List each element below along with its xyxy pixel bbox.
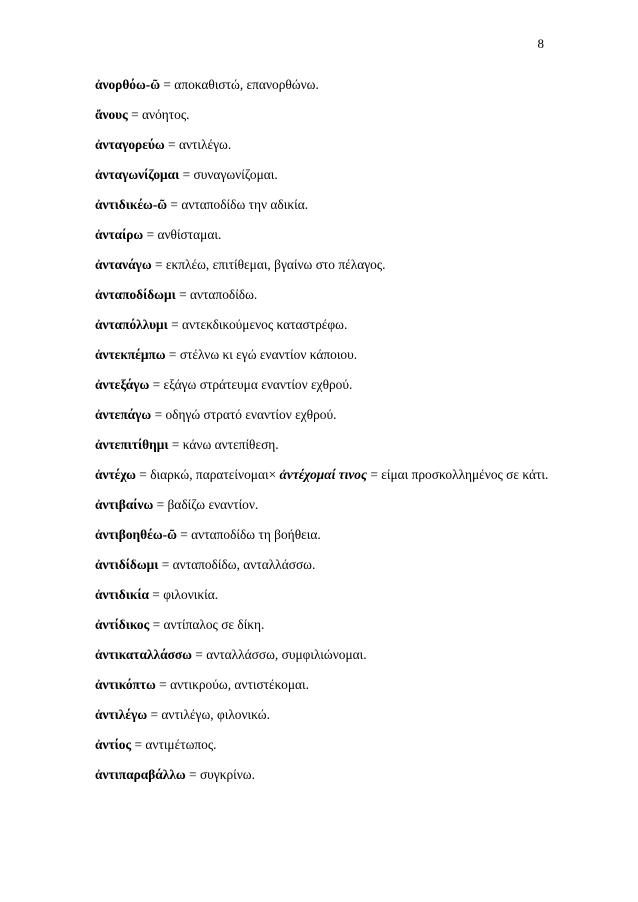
glossary-entry bbox=[95, 250, 555, 280]
entry-separator: = bbox=[366, 467, 382, 482]
entry-gloss: είμαι προσκολλημένος σε κάτι. bbox=[381, 467, 549, 482]
glossary-entry bbox=[95, 640, 555, 670]
entry-sub-lemma: ἀντέχομαί τινος bbox=[279, 467, 367, 482]
entry-separator: = bbox=[168, 437, 183, 452]
entry-separator: = bbox=[135, 467, 151, 482]
glossary-entry bbox=[95, 670, 555, 700]
glossary-entry bbox=[95, 520, 555, 550]
glossary-entry bbox=[95, 100, 555, 130]
entry-gloss: ανθίσταμαι. bbox=[157, 227, 222, 242]
entry-separator: = bbox=[191, 647, 207, 662]
entry-separator: = bbox=[148, 587, 164, 602]
entry-lemma: ἀνταγορεύω bbox=[95, 137, 165, 152]
entry-gloss: διαρκώ, παρατείνομαι× bbox=[150, 467, 280, 482]
entry-separator: = bbox=[175, 287, 190, 302]
entry-gloss: φιλονικία. bbox=[163, 587, 219, 602]
glossary-entry bbox=[95, 430, 555, 460]
entry-separator: = bbox=[164, 137, 179, 152]
glossary-entry bbox=[95, 310, 555, 340]
entry-gloss: αντιλέγω. bbox=[178, 137, 232, 152]
glossary-entry bbox=[95, 490, 555, 520]
entry-gloss: εξάγω στράτευμα εναντίον εχθρού. bbox=[163, 377, 353, 392]
entry-gloss: βαδίζω εναντίον. bbox=[167, 497, 259, 512]
entry-separator: = bbox=[149, 617, 164, 632]
glossary-entry bbox=[95, 760, 555, 790]
entry-separator: = bbox=[151, 407, 166, 422]
entry-gloss: κάνω αντεπίθεση. bbox=[182, 437, 279, 452]
entry-lemma: ἀντιδίδωμι bbox=[95, 557, 159, 572]
entry-lemma: ἀνταίρω bbox=[95, 227, 144, 242]
entry-lemma: ἀντεκπέμπω bbox=[95, 347, 166, 362]
entry-separator: = bbox=[179, 167, 194, 182]
entry-lemma: ἀντιβοηθέω-ῶ bbox=[95, 527, 177, 542]
entry-separator: = bbox=[151, 257, 166, 272]
entry-lemma: ἀντιλέγω bbox=[95, 707, 148, 722]
glossary-entry bbox=[95, 190, 555, 220]
glossary-entry bbox=[95, 580, 555, 610]
entry-separator: = bbox=[167, 317, 183, 332]
glossary-list bbox=[95, 70, 555, 790]
entry-lemma: ἄνους bbox=[95, 107, 128, 122]
entry-separator: = bbox=[155, 677, 171, 692]
entry-gloss: ανταποδίδω τη βοήθεια. bbox=[191, 527, 321, 542]
entry-gloss: αντιμέτωπος. bbox=[145, 737, 217, 752]
entry-separator: = bbox=[153, 497, 168, 512]
entry-separator: = bbox=[131, 737, 146, 752]
glossary-entry bbox=[95, 70, 555, 100]
page-number: 8 bbox=[537, 36, 544, 51]
entry-separator: = bbox=[143, 227, 158, 242]
glossary-entry bbox=[95, 610, 555, 640]
entry-lemma: ἀντανάγω bbox=[95, 257, 152, 272]
entry-separator: = bbox=[160, 77, 175, 92]
entry-separator: = bbox=[149, 377, 164, 392]
glossary-entry bbox=[95, 550, 555, 580]
entry-lemma: ἀντέχω bbox=[95, 467, 136, 482]
entry-lemma: ἀνταγωνίζομαι bbox=[95, 167, 180, 182]
glossary-entry bbox=[95, 340, 555, 370]
entry-gloss: ανταποδίδω, ανταλλάσσω. bbox=[172, 557, 316, 572]
entry-lemma: ἀνταποδίδωμι bbox=[95, 287, 176, 302]
entry-gloss: ανταποδίδω. bbox=[189, 287, 258, 302]
glossary-entry bbox=[95, 460, 555, 490]
entry-lemma: ἀνορθόω-ῶ bbox=[95, 77, 161, 92]
entry-lemma: ἀντεπιτίθημι bbox=[95, 437, 169, 452]
entry-gloss: αντικρούω, αντιστέκομαι. bbox=[170, 677, 309, 692]
glossary-entry bbox=[95, 280, 555, 310]
entry-separator: = bbox=[147, 707, 162, 722]
glossary-entry bbox=[95, 400, 555, 430]
entry-gloss: ανταλλάσσω, συμφιλιώνομαι. bbox=[206, 647, 367, 662]
entry-gloss: ανόητος. bbox=[142, 107, 190, 122]
entry-lemma: ἀντικόπτω bbox=[95, 677, 156, 692]
entry-separator: = bbox=[176, 527, 192, 542]
entry-gloss: αντίπαλος σε δίκη. bbox=[163, 617, 265, 632]
glossary-entry bbox=[95, 130, 555, 160]
entry-lemma: ἀντιβαίνω bbox=[95, 497, 154, 512]
entry-lemma: ἀνταπόλλυμι bbox=[95, 317, 168, 332]
entry-gloss: στέλνω κι εγώ εναντίον κάποιου. bbox=[179, 347, 358, 362]
entry-gloss: αποκαθιστώ, επανορθώνω. bbox=[174, 77, 319, 92]
entry-gloss: οδηγώ στρατό εναντίον εχθρού. bbox=[165, 407, 337, 422]
glossary-entry bbox=[95, 220, 555, 250]
entry-lemma: ἀντεπάγω bbox=[95, 407, 152, 422]
entry-gloss: συναγωνίζομαι. bbox=[193, 167, 278, 182]
entry-gloss: αντιλέγω, φιλονικώ. bbox=[161, 707, 270, 722]
entry-gloss: συγκρίνω. bbox=[199, 767, 255, 782]
entry-lemma: ἀντιδικέω-ῶ bbox=[95, 197, 168, 212]
glossary-entry bbox=[95, 370, 555, 400]
entry-separator: = bbox=[158, 557, 173, 572]
glossary-entry bbox=[95, 160, 555, 190]
entry-lemma: ἀντίδικος bbox=[95, 617, 150, 632]
entry-separator: = bbox=[165, 347, 180, 362]
entry-separator: = bbox=[185, 767, 200, 782]
entry-gloss: ανταποδίδω την αδικία. bbox=[181, 197, 309, 212]
glossary-entry bbox=[95, 730, 555, 760]
entry-separator: = bbox=[127, 107, 143, 122]
entry-lemma: ἀντιπαραβάλλω bbox=[95, 767, 186, 782]
entry-gloss: εκπλέω, επιτίθεμαι, βγαίνω στο πέλαγος. bbox=[165, 257, 386, 272]
entry-lemma: ἀντιδικία bbox=[95, 587, 149, 602]
entry-lemma: ἀντικαταλλάσσω bbox=[95, 647, 192, 662]
glossary-entry bbox=[95, 700, 555, 730]
entry-gloss: αντεκδικούμενος καταστρέφω. bbox=[182, 317, 348, 332]
entry-lemma: ἀντεξάγω bbox=[95, 377, 150, 392]
entry-separator: = bbox=[167, 197, 182, 212]
entry-lemma: ἀντίος bbox=[95, 737, 132, 752]
